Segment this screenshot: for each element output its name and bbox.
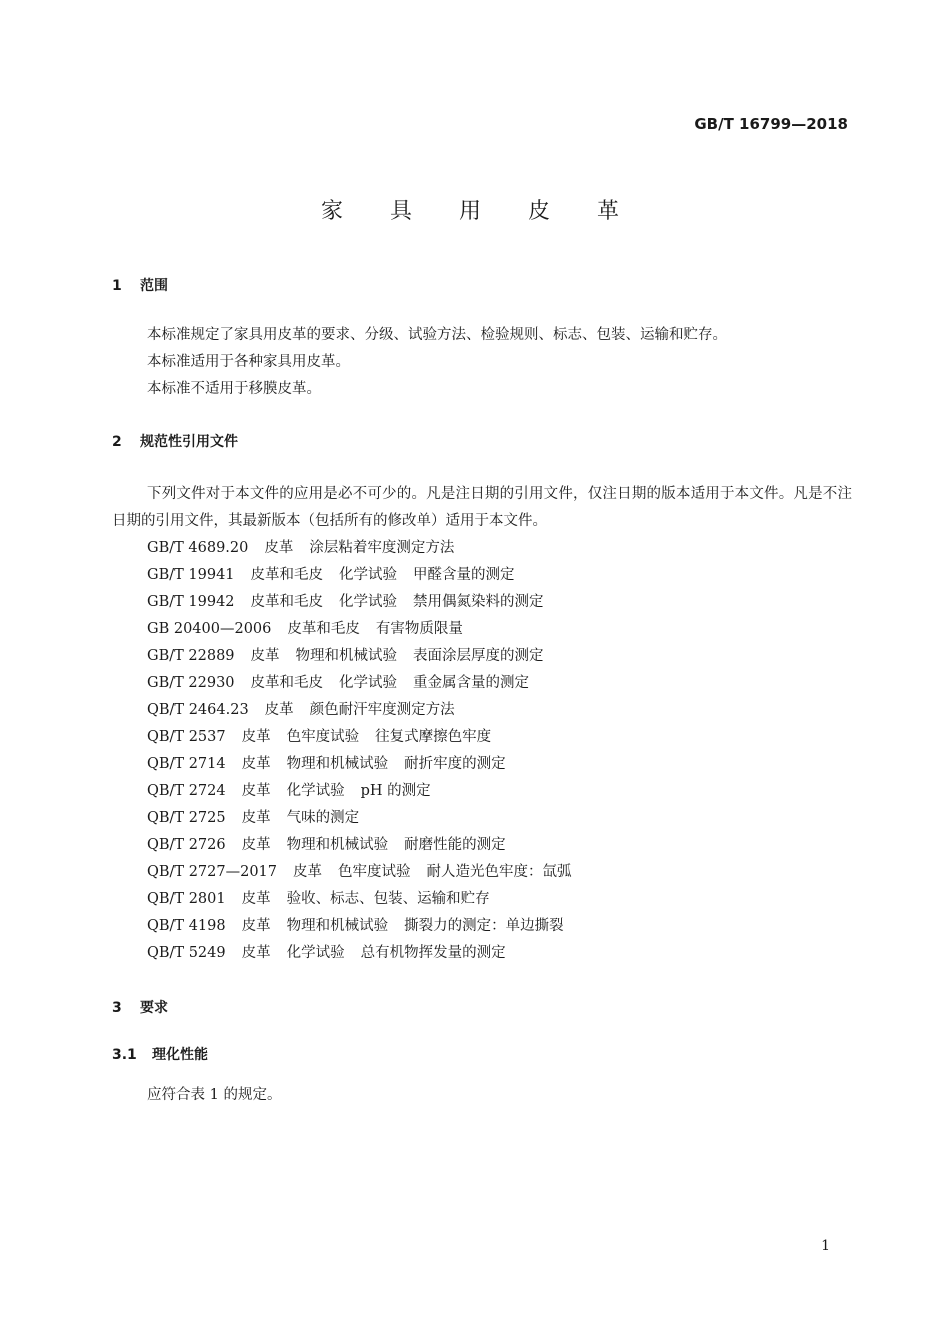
reference-title-part: 皮革 bbox=[241, 891, 271, 907]
scope-paragraph: 本标准适用于各种家具用皮革。 bbox=[147, 354, 350, 370]
reference-title-part: 物理和机械试验 bbox=[286, 918, 389, 934]
reference-title-part: 皮革 bbox=[241, 756, 271, 772]
reference-code: QB/T 2714 bbox=[147, 756, 226, 772]
standard-code: GB/T 16799—2018 bbox=[694, 115, 848, 133]
reference-item bbox=[147, 781, 588, 808]
section-title: 规范性引用文件 bbox=[140, 434, 238, 450]
reference-title-part: 皮革和毛皮 bbox=[250, 567, 324, 583]
reference-item bbox=[147, 916, 588, 943]
section-3-heading bbox=[112, 998, 168, 1018]
reference-item bbox=[147, 727, 588, 754]
requirement-paragraph: 应符合表 1 的规定。 bbox=[147, 1087, 282, 1103]
reference-title-part: pH 的测定 bbox=[360, 783, 431, 799]
reference-item bbox=[147, 619, 588, 646]
reference-title-part: 耐磨性能的测定 bbox=[404, 837, 506, 853]
reference-code: GB 20400—2006 bbox=[147, 621, 272, 637]
reference-title-part: 涂层粘着牢度测定方法 bbox=[309, 540, 455, 556]
reference-code: GB/T 4689.20 bbox=[147, 540, 249, 556]
subsection-number: 3.1 bbox=[112, 1047, 137, 1063]
reference-title-part: 皮革和毛皮 bbox=[287, 621, 360, 637]
section-title: 范围 bbox=[140, 278, 168, 294]
reference-title-part: 色牢度试验 bbox=[286, 729, 360, 745]
reference-title-part: 表面涂层厚度的测定 bbox=[413, 648, 544, 664]
reference-code: QB/T 2537 bbox=[147, 729, 226, 745]
reference-list bbox=[147, 538, 588, 970]
reference-title-part: 皮革 bbox=[241, 783, 271, 799]
reference-item bbox=[147, 538, 588, 565]
document-title: 家 具 用 皮 革 bbox=[321, 199, 639, 224]
section-2-heading bbox=[112, 432, 238, 452]
scope-paragraph: 本标准规定了家具用皮革的要求、分级、试验方法、检验规则、标志、包装、运输和贮存。 bbox=[147, 327, 727, 343]
reference-title-part: 有害物质限量 bbox=[375, 621, 463, 637]
reference-title-part: 禁用偶氮染料的测定 bbox=[413, 594, 544, 610]
section-title: 要求 bbox=[140, 1000, 168, 1016]
reference-title-part: 物理和机械试验 bbox=[295, 648, 398, 664]
reference-item bbox=[147, 889, 588, 916]
reference-code: GB/T 22889 bbox=[147, 648, 235, 664]
reference-title-part: 耐人造光色牢度：氙弧 bbox=[426, 864, 572, 880]
reference-code: QB/T 2724 bbox=[147, 783, 226, 799]
reference-item bbox=[147, 835, 588, 862]
reference-code: QB/T 2801 bbox=[147, 891, 226, 907]
reference-code: QB/T 2726 bbox=[147, 837, 226, 853]
reference-title-part: 色牢度试验 bbox=[338, 864, 411, 880]
reference-item bbox=[147, 943, 588, 970]
reference-title-part: 撕裂力的测定：单边撕裂 bbox=[404, 918, 564, 934]
reference-item bbox=[147, 646, 588, 673]
section-number: 3 bbox=[112, 1000, 122, 1016]
reference-title-part: 皮革 bbox=[241, 945, 271, 961]
reference-title-part: 化学试验 bbox=[339, 594, 398, 610]
reference-item bbox=[147, 754, 588, 781]
reference-title-part: 皮革 bbox=[264, 540, 294, 556]
reference-title-part: 皮革 bbox=[250, 648, 280, 664]
reference-item bbox=[147, 673, 588, 700]
reference-title-part: 皮革 bbox=[293, 864, 323, 880]
reference-code: QB/T 5249 bbox=[147, 945, 226, 961]
reference-title-part: 物理和机械试验 bbox=[286, 756, 389, 772]
reference-title-part: 颜色耐汗牢度测定方法 bbox=[309, 702, 455, 718]
reference-title-part: 皮革 bbox=[241, 810, 271, 826]
reference-title-part: 皮革和毛皮 bbox=[250, 675, 324, 691]
reference-code: QB/T 2464.23 bbox=[147, 702, 249, 718]
reference-title-part: 耐折牢度的测定 bbox=[404, 756, 506, 772]
reference-title-part: 皮革 bbox=[241, 918, 271, 934]
references-intro: 下列文件对于本文件的应用是必不可少的。凡是注日期的引用文件，仅注日期的版本适用于本文件。凡是不注日期的引用文件，其最新版本（包括所有的修改单）适用于本文件。 bbox=[112, 486, 852, 529]
reference-title-part: 总有机物挥发量的测定 bbox=[360, 945, 506, 961]
subsection-title: 理化性能 bbox=[152, 1047, 208, 1063]
reference-code: GB/T 22930 bbox=[147, 675, 235, 691]
reference-item bbox=[147, 592, 588, 619]
reference-title-part: 化学试验 bbox=[286, 945, 345, 961]
reference-code: QB/T 2725 bbox=[147, 810, 226, 826]
reference-title-part: 往复式摩擦色牢度 bbox=[375, 729, 492, 745]
section-number: 2 bbox=[112, 434, 122, 450]
section-number: 1 bbox=[112, 278, 122, 294]
reference-title-part: 皮革 bbox=[264, 702, 294, 718]
reference-code: QB/T 4198 bbox=[147, 918, 226, 934]
reference-title-part: 化学试验 bbox=[286, 783, 345, 799]
reference-item bbox=[147, 700, 588, 727]
reference-title-part: 皮革 bbox=[241, 837, 271, 853]
reference-title-part: 验收、标志、包装、运输和贮存 bbox=[286, 891, 490, 907]
reference-code: QB/T 2727—2017 bbox=[147, 864, 278, 880]
scope-paragraph: 本标准不适用于移膜皮革。 bbox=[147, 381, 321, 397]
reference-title-part: 化学试验 bbox=[339, 567, 398, 583]
reference-code: GB/T 19941 bbox=[147, 567, 235, 583]
reference-item bbox=[147, 565, 588, 592]
reference-title-part: 化学试验 bbox=[339, 675, 398, 691]
reference-title-part: 皮革 bbox=[241, 729, 271, 745]
reference-title-part: 气味的测定 bbox=[286, 810, 360, 826]
reference-title-part: 皮革和毛皮 bbox=[250, 594, 324, 610]
reference-title-part: 物理和机械试验 bbox=[286, 837, 389, 853]
reference-item bbox=[147, 862, 588, 889]
reference-title-part: 甲醛含量的测定 bbox=[413, 567, 515, 583]
reference-title-part: 重金属含量的测定 bbox=[413, 675, 530, 691]
reference-item bbox=[147, 808, 588, 835]
reference-code: GB/T 19942 bbox=[147, 594, 235, 610]
section-1-heading bbox=[112, 276, 168, 296]
subsection-3-1-heading bbox=[112, 1045, 208, 1065]
page-number: 1 bbox=[821, 1238, 830, 1254]
